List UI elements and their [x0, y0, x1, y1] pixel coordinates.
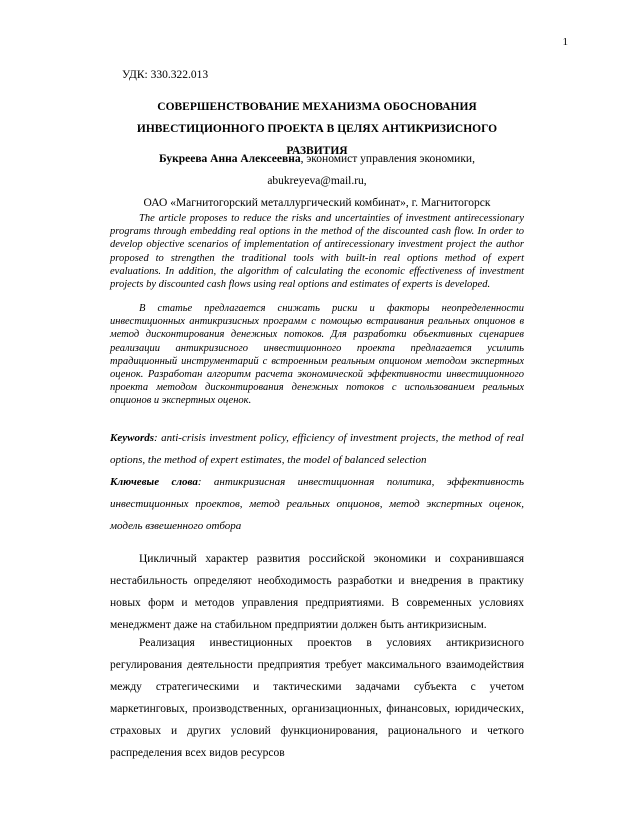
author-block	[110, 148, 524, 214]
page-number: 1	[562, 36, 568, 48]
author-details: , экономист управления экономики, abukreyeva@mail.ru,	[267, 153, 475, 187]
keywords-russian-label: Ключевые слова	[110, 476, 198, 488]
author-line	[110, 148, 524, 192]
keywords-russian-text: : антикризисная инвестиционная политика, эффективность инвестиционных проектов, метод реальных опционов, метод экспертных оценок, модель взвешенного отбора	[110, 476, 524, 532]
keywords-russian	[110, 471, 524, 537]
abstract-russian: В статье предлагается снижать риски и факторы неопределенности инвестиционных антикризисных программ с помощью встраивания реальных опционов в метод дисконтирования денежных потоков. Для разработки объективных сценариев реализации антикризисного инвестиционного проекта предлагается усилить традиционный инструментарий с встроенным реальным опционом методом экспертных оценок. Разработан алгоритм расчета экономической эффективности инвестиционного проекта методом дисконтирования денежных потоков с использованием реальных опционов и экспертных оценок.	[110, 303, 524, 407]
body-paragraph-1: Цикличный характер развития российской экономики и сохранившаяся нестабильность определяют необходимость разработки и внедрения в практику новых форм и методов управления предприятиями. В современных условиях менеджмент даже на стабильном предприятии должен быть антикризисным.	[110, 553, 524, 631]
abstract-english: The article proposes to reduce the risks and uncertainties of investment antirecessionary programs through embedding real options in the method of the discounted cash flow. In order to develop objective scenarios of implementation of antirecessionary investment project the author proposed to strengthen the traditional tools with built-in real options method of expert evaluations. In addition, the algorithm of calculating the economic effectiveness of investment projects by discounted cash flows using real options and estimates of experts is developed.	[110, 213, 524, 291]
keywords-english	[110, 427, 524, 471]
title-line-1: СОВЕРШЕНСТВОВАНИЕ МЕХАНИЗМА ОБОСНОВАНИЯ	[157, 101, 477, 113]
author-name: Букреева Анна Алексеевна	[159, 153, 301, 165]
keywords-english-label: Keywords	[110, 432, 154, 444]
title-line-2: ИНВЕСТИЦИОННОГО ПРОЕКТА В ЦЕЛЯХ АНТИКРИЗИСНОГО РАЗВИТИЯ	[136, 123, 498, 157]
keywords-english-text: : anti-crisis investment policy, efficiency of investment projects, the method of real options, the method of expert estimates, the model of balanced selection	[110, 432, 524, 466]
body-paragraph-2: Реализация инвестиционных проектов в условиях антикризисного регулирования деятельности предприятия требует максимального взаимодействия между стратегическими и тактическими задачами субъекта с учетом маркетинговых, производственных, организационных, финансовых, юридических, страховых и других условий функционирования, рационального и четкого распределения всех видов ресурсов	[110, 637, 524, 759]
udc-code: УДК: 330.322.013	[122, 69, 209, 81]
affiliation: ОАО «Магнитогорский металлургический комбинат», г. Магнитогорск	[143, 197, 491, 209]
